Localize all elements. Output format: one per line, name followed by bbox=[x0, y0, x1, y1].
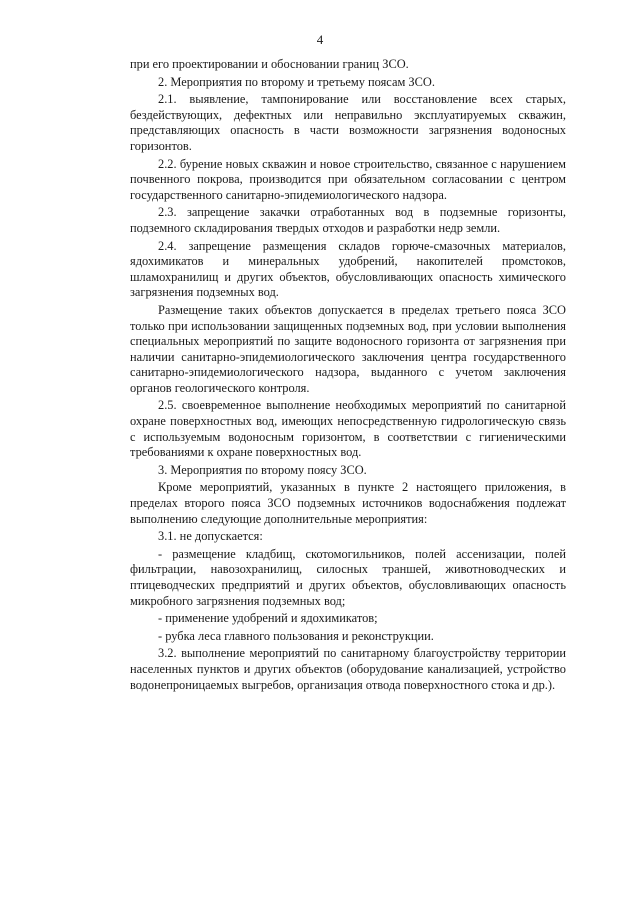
list-item-prohibited-facilities: - размещение кладбищ, скотомогильников, полей ассенизации, полей фильтрации, навозохранилищ, силосных траншей, животноводческих и птицеводческих предприятий и других объектов, обусловливающих опасность микробного загрязнения подземных вод; bbox=[130, 546, 566, 608]
paragraph-2-3: 2.3. запрещение закачки отработанных вод в подземные горизонты, подземного складирования твердых отходов и разработки недр земли. bbox=[130, 205, 566, 235]
section-heading-2: 2. Мероприятия по второму и третьему поясам ЗСО. bbox=[158, 74, 435, 89]
list-item-fertilizers: - применение удобрений и ядохимикатов; bbox=[158, 611, 378, 626]
paragraph-2-2: 2.2. бурение новых скважин и новое строительство, связанное с нарушением почвенного покрова, производится при обязательном согласовании с центром государственного санитарно-эпидемиологического надзора. bbox=[130, 156, 566, 202]
paragraph-continuation: при его проектировании и обосновании границ ЗСО. bbox=[130, 57, 409, 71]
paragraph-2-1: 2.1. выявление, тампонирование или восстановление всех старых, бездействующих, дефектных или неправильно эксплуатируемых скважин, представляющих опасность в части возможности загрязнения водоносных горизонтов. bbox=[130, 92, 566, 153]
paragraph-additional-measures: Кроме мероприятий, указанных в пункте 2 настоящего приложения, в пределах второго пояса ЗСО подземных источников водоснабжения подлежат выполнению следующие дополнительные мероприятия: bbox=[130, 480, 566, 526]
paragraph-3-2: 3.2. выполнение мероприятий по санитарному благоустройству территории населенных пунктов и других объектов (оборудование канализацией, устройство водонепроницаемых выгребов, организация отвода поверхностного стока и др.). bbox=[130, 646, 566, 692]
list-item-logging: - рубка леса главного пользования и реконструкции. bbox=[158, 628, 434, 643]
paragraph-2-5: 2.5. своевременное выполнение необходимых мероприятий по санитарной охране поверхностных вод, имеющих непосредственную гидрологическую связь с используемым водоносным горизонтом, в соответствии с гигиеническими требованиями к охране поверхностных вод. bbox=[130, 398, 566, 460]
section-heading-3: 3. Мероприятия по второму поясу ЗСО. bbox=[158, 462, 367, 477]
paragraph-2-4: 2.4. запрещение размещения складов горюче-смазочных материалов, ядохимикатов и минеральных удобрений, накопителей промстоков, шламохранилищ и других объектов, обусловливающих опасность химического загрязнения подземных вод. bbox=[130, 238, 566, 300]
document-body bbox=[130, 57, 566, 695]
paragraph-3-1: 3.1. не допускается: bbox=[158, 529, 263, 544]
paragraph-placement-conditions: Размещение таких объектов допускается в пределах третьего пояса ЗСО только при использовании защищенных подземных вод, при условии выполнения специальных мероприятий по защите водоносного горизонта от загрязнения при наличии санитарно-эпидемиологического заключения центра государственного санитарно-эпидемиологического надзора, выданного с учетом заключения органов геологического контроля. bbox=[130, 302, 566, 395]
page-number: 4 bbox=[316, 32, 324, 47]
